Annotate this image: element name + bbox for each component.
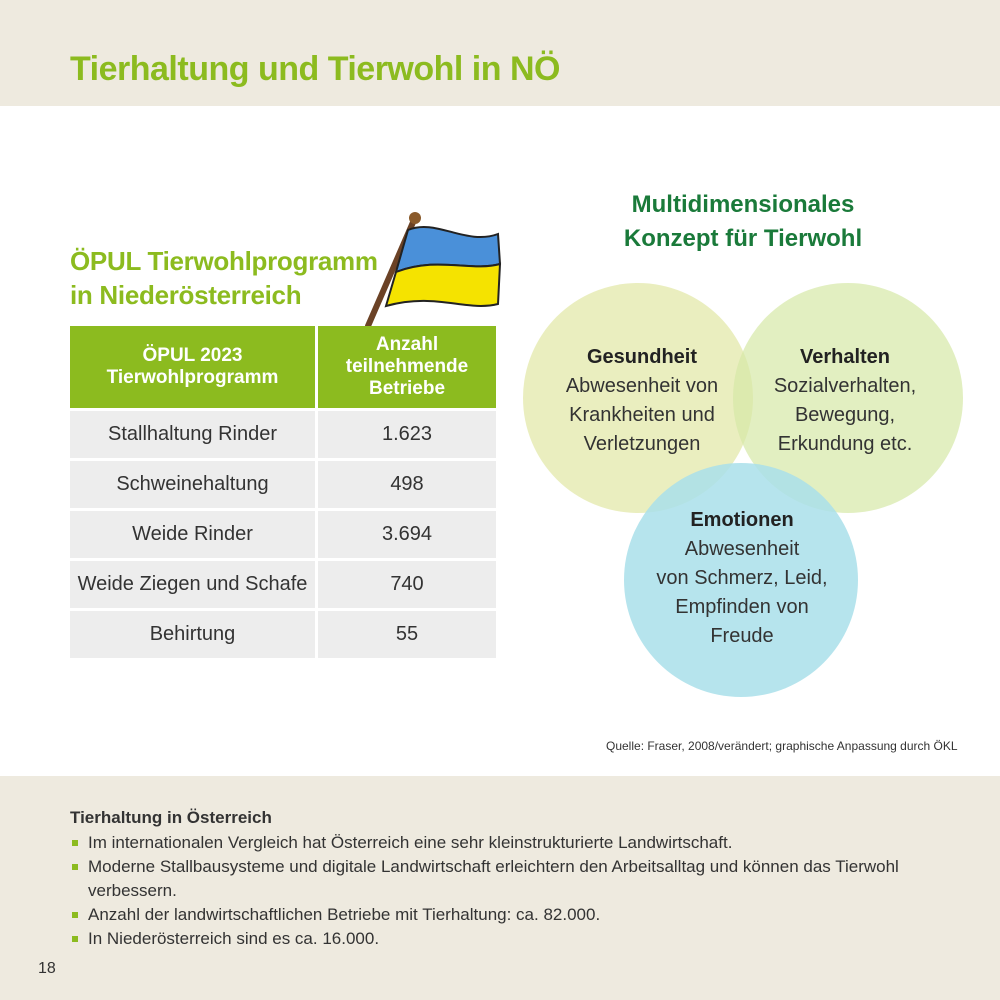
header-count-line3: Betriebe	[368, 378, 446, 399]
footer-heading: Tierhaltung in Österreich	[70, 808, 272, 827]
venn-label-emotions	[642, 506, 842, 651]
bullet-text: In Niederösterreich sind es ca. 16.000.	[88, 929, 380, 948]
venn-label-behavior	[752, 343, 938, 459]
table-row	[70, 610, 496, 659]
bullet-square-icon	[72, 840, 78, 846]
behavior-line2: Bewegung,	[794, 404, 896, 426]
program-table	[70, 326, 496, 658]
row-value: 498	[317, 460, 497, 510]
behavior-heading: Verhalten	[799, 346, 891, 368]
emotions-line3: Empfinden von	[675, 596, 809, 618]
row-label: Schweinehaltung	[70, 460, 317, 510]
footer-bullet-list	[70, 831, 950, 951]
bullet-square-icon	[72, 936, 78, 942]
table-row	[70, 410, 496, 460]
ukraine-flag-icon	[358, 208, 508, 330]
row-value: 1.623	[317, 410, 497, 460]
program-title-line2: in Niederösterreich	[70, 280, 302, 310]
list-item	[70, 831, 950, 855]
emotions-line1: Abwesenheit	[684, 538, 800, 560]
venn-label-health	[544, 343, 740, 459]
bullet-text: Anzahl der landwirtschaftlichen Betriebe mit Tierhaltung: ca. 82.000.	[88, 905, 601, 924]
bullet-text: Moderne Stallbausysteme und digitale Landwirtschaft erleichtern den Arbeitsalltag und können das Tierwohl verbessern.	[88, 857, 899, 900]
program-section-title	[70, 244, 378, 312]
row-label: Weide Ziegen und Schafe	[70, 560, 317, 610]
health-line2: Krankheiten und	[569, 404, 715, 426]
header-count	[317, 326, 497, 410]
bullet-square-icon	[72, 864, 78, 870]
list-item	[70, 903, 950, 927]
header-program	[70, 326, 317, 410]
emotions-line2: von Schmerz, Leid,	[656, 567, 828, 589]
source-note: Quelle: Fraser, 2008/verändert; graphische Anpassung durch ÖKL	[606, 739, 958, 753]
emotions-line4: Freude	[710, 625, 774, 647]
page-title: Tierhaltung und Tierwohl in NÖ	[70, 50, 560, 88]
list-item	[70, 927, 950, 951]
concept-title-line1: Multidimensionales	[631, 191, 855, 218]
table-row	[70, 460, 496, 510]
bullet-text: Im internationalen Vergleich hat Österreich eine sehr kleinstrukturierte Landwirtschaft.	[88, 833, 733, 852]
header-program-line1: ÖPUL 2023	[142, 345, 243, 366]
table-header-row	[70, 326, 496, 410]
behavior-line1: Sozialverhalten,	[773, 375, 917, 397]
program-title-line1: ÖPUL Tierwohlprogramm	[70, 246, 378, 276]
health-heading: Gesundheit	[586, 346, 697, 368]
row-label: Weide Rinder	[70, 510, 317, 560]
header-count-line2: teilnehmende	[345, 356, 469, 377]
row-label: Stallhaltung Rinder	[70, 410, 317, 460]
list-item	[70, 855, 950, 903]
table-row	[70, 510, 496, 560]
header-count-line1: Anzahl	[375, 334, 439, 355]
row-label: Behirtung	[70, 610, 317, 659]
concept-title	[560, 188, 926, 256]
row-value: 740	[317, 560, 497, 610]
table-row	[70, 560, 496, 610]
page-number: 18	[38, 960, 56, 977]
health-line1: Abwesenheit von	[565, 375, 719, 397]
row-value: 3.694	[317, 510, 497, 560]
behavior-line3: Erkundung etc.	[777, 433, 913, 455]
header-program-line2: Tierwohlprogramm	[106, 367, 279, 388]
concept-title-line2: Konzept für Tierwohl	[623, 225, 863, 252]
emotions-heading: Emotionen	[690, 509, 794, 531]
health-line3: Verletzungen	[583, 433, 701, 455]
row-value: 55	[317, 610, 497, 659]
bullet-square-icon	[72, 912, 78, 918]
